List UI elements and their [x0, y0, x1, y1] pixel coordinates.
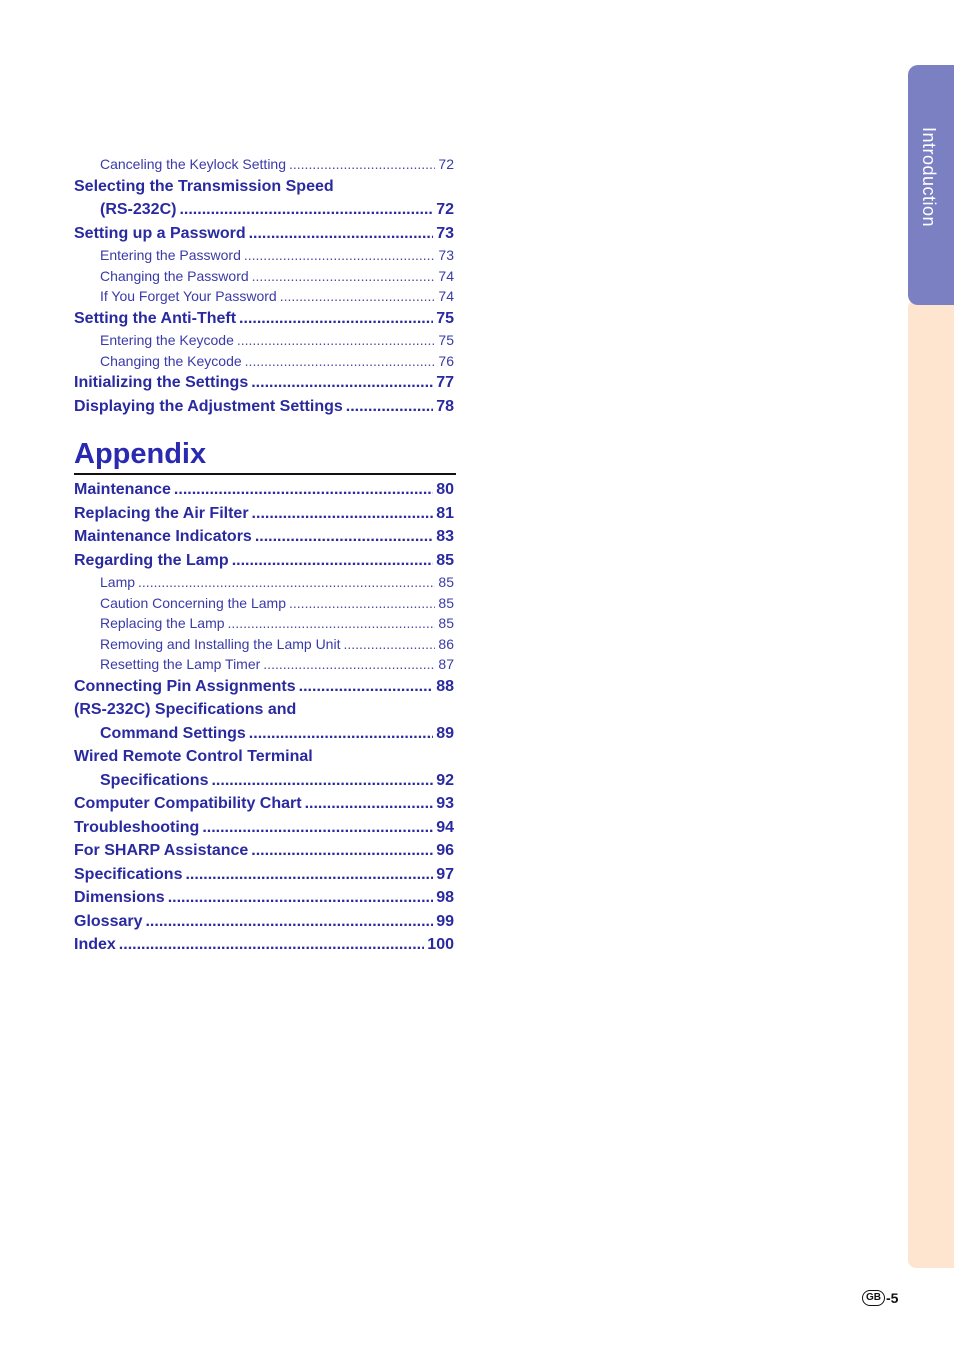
- toc-entry[interactable]: [74, 502, 454, 526]
- toc-entry[interactable]: [74, 933, 454, 957]
- toc-entry[interactable]: [74, 198, 454, 222]
- toc-page-number: 97: [436, 865, 454, 883]
- toc-page-number: 73: [438, 247, 454, 263]
- toc-entry[interactable]: [74, 549, 454, 573]
- toc-subentry[interactable]: [74, 654, 454, 675]
- toc-section-top: [74, 154, 454, 418]
- toc-entry-title: Entering the Keycode: [100, 332, 234, 348]
- toc-page-number: 72: [436, 201, 454, 218]
- toc-page-number: 78: [436, 397, 454, 415]
- toc-page-number: 88: [436, 677, 454, 695]
- toc-entry-title: Displaying the Adjustment Settings: [74, 397, 343, 415]
- toc-entry[interactable]: [74, 816, 454, 840]
- toc-entry[interactable]: [74, 478, 454, 502]
- toc-subentry[interactable]: [74, 613, 454, 634]
- toc-entry-title: For SHARP Assistance: [74, 842, 249, 859]
- toc-page-number: 99: [436, 912, 454, 930]
- toc-leader-dots: [119, 933, 425, 957]
- toc-page-number: 100: [427, 936, 454, 953]
- toc-subentry[interactable]: [74, 572, 454, 593]
- toc-entry[interactable]: [74, 910, 454, 934]
- toc-entry-title: Changing the Password: [100, 267, 249, 284]
- toc-leader-dots: [244, 245, 436, 266]
- toc-entry-heading[interactable]: [74, 745, 454, 769]
- toc-entry[interactable]: [74, 395, 454, 419]
- page-number-text: -5: [886, 1290, 899, 1306]
- toc-entry-title: Caution Concerning the Lamp: [100, 594, 287, 611]
- toc-page-number: 76: [438, 352, 454, 369]
- table-of-contents: [74, 154, 454, 957]
- toc-entry-title: Index: [74, 936, 116, 953]
- tab-introduction[interactable]: [908, 65, 954, 305]
- toc-entry-heading[interactable]: [74, 175, 454, 199]
- toc-leader-dots: [252, 502, 434, 526]
- toc-page-number: 93: [436, 795, 454, 812]
- toc-entry-title: (RS-232C) Specifications and: [74, 701, 297, 718]
- toc-entry-title: Troubleshooting: [74, 818, 200, 836]
- appendix-heading: Appendix: [74, 436, 456, 475]
- toc-entry-title: Removing and Installing the Lamp Unit: [100, 635, 341, 652]
- toc-leader-dots: [249, 222, 434, 246]
- toc-entry-title: Setting up a Password: [74, 224, 246, 242]
- page-number: [862, 1290, 898, 1306]
- toc-entry[interactable]: [74, 222, 454, 246]
- toc-entry-title: Replacing the Air Filter: [74, 504, 249, 522]
- toc-subentry[interactable]: [74, 351, 454, 372]
- toc-page-number: 73: [436, 224, 454, 242]
- toc-subentry[interactable]: [74, 634, 454, 655]
- toc-leader-dots: [237, 330, 436, 351]
- toc-entry-title: Dimensions: [74, 889, 165, 906]
- toc-leader-dots: [346, 395, 433, 419]
- toc-page-number: 81: [436, 504, 454, 522]
- toc-leader-dots: [263, 654, 435, 675]
- toc-page-number: 92: [436, 771, 454, 789]
- toc-leader-dots: [228, 613, 436, 634]
- toc-leader-dots: [168, 886, 434, 910]
- toc-entry-title: Specifications: [74, 865, 183, 883]
- toc-leader-dots: [251, 839, 433, 863]
- toc-page-number: 89: [436, 724, 454, 742]
- toc-entry-heading[interactable]: [74, 698, 454, 722]
- toc-entry-title: Maintenance: [74, 481, 171, 498]
- toc-entry-title: Setting the Anti-Theft: [74, 309, 237, 327]
- toc-page-number: 85: [438, 615, 454, 631]
- toc-subentry[interactable]: [74, 266, 454, 287]
- toc-leader-dots: [232, 549, 434, 573]
- toc-page-number: 72: [438, 156, 454, 172]
- toc-leader-dots: [138, 572, 435, 593]
- toc-entry-title: Maintenance Indicators: [74, 528, 252, 545]
- toc-subentry[interactable]: [74, 154, 454, 175]
- toc-entry-title: Wired Remote Control Terminal: [74, 748, 313, 765]
- toc-leader-dots: [249, 722, 433, 746]
- toc-entry[interactable]: [74, 769, 454, 793]
- toc-subentry[interactable]: [74, 245, 454, 266]
- toc-leader-dots: [179, 198, 433, 222]
- toc-entry[interactable]: [74, 839, 454, 863]
- toc-entry-title: Resetting the Lamp Timer: [100, 656, 261, 672]
- toc-entry-title: Connecting Pin Assignments: [74, 677, 296, 695]
- toc-entry[interactable]: [74, 722, 454, 746]
- toc-entry-title: Changing the Keycode: [100, 352, 242, 369]
- toc-entry-title: Specifications: [100, 771, 209, 789]
- toc-leader-dots: [299, 675, 434, 699]
- toc-leader-dots: [305, 792, 434, 816]
- toc-leader-dots: [289, 593, 435, 614]
- toc-page-number: 85: [438, 574, 454, 590]
- toc-entry-title: If You Forget Your Password: [100, 288, 277, 304]
- toc-entry-title: Regarding the Lamp: [74, 551, 229, 569]
- toc-entry[interactable]: [74, 675, 454, 699]
- toc-section-appendix: [74, 478, 454, 957]
- toc-entry-title: Lamp: [100, 574, 136, 590]
- toc-leader-dots: [245, 351, 436, 372]
- toc-subentry[interactable]: [74, 286, 454, 307]
- toc-page-number: 98: [436, 889, 454, 906]
- toc-leader-dots: [289, 154, 435, 175]
- toc-page-number: 87: [438, 656, 454, 672]
- toc-entry-title: Glossary: [74, 912, 143, 930]
- toc-leader-dots: [252, 266, 436, 287]
- toc-leader-dots: [251, 371, 433, 395]
- toc-entry[interactable]: [74, 371, 454, 395]
- toc-page-number: 86: [438, 635, 454, 652]
- toc-subentry[interactable]: [74, 593, 454, 614]
- toc-entry[interactable]: [74, 307, 454, 331]
- toc-leader-dots: [145, 910, 433, 934]
- toc-leader-dots: [239, 307, 433, 331]
- toc-page-number: 74: [438, 267, 454, 284]
- toc-page-number: 75: [436, 309, 454, 327]
- toc-entry-title: Canceling the Keylock Setting: [100, 156, 286, 172]
- toc-page-number: 80: [436, 481, 454, 498]
- toc-leader-dots: [280, 286, 436, 307]
- toc-leader-dots: [185, 863, 433, 887]
- side-color-band: [908, 300, 954, 1268]
- toc-page-number: 85: [438, 594, 454, 611]
- toc-subentry[interactable]: [74, 330, 454, 351]
- toc-leader-dots: [211, 769, 433, 793]
- toc-entry-title: (RS-232C): [100, 201, 177, 218]
- toc-page-number: 85: [436, 551, 454, 569]
- toc-page-number: 96: [436, 842, 454, 859]
- toc-leader-dots: [255, 525, 433, 549]
- toc-entry[interactable]: [74, 863, 454, 887]
- toc-entry[interactable]: [74, 886, 454, 910]
- toc-page-number: 77: [436, 374, 454, 391]
- toc-entry-title: Replacing the Lamp: [100, 615, 225, 631]
- toc-leader-dots: [343, 634, 435, 655]
- toc-entry-title: Command Settings: [100, 724, 246, 742]
- toc-page-number: 74: [438, 288, 454, 304]
- toc-entry[interactable]: [74, 792, 454, 816]
- toc-page-number: 83: [436, 528, 454, 545]
- toc-page-number: 94: [436, 818, 454, 836]
- toc-entry-title: Computer Compatibility Chart: [74, 795, 302, 812]
- tab-introduction-label: Introduction: [919, 127, 939, 228]
- toc-entry-title: Initializing the Settings: [74, 374, 249, 391]
- region-badge: GB: [862, 1290, 885, 1306]
- toc-page-number: 75: [438, 332, 454, 348]
- toc-entry[interactable]: [74, 525, 454, 549]
- toc-entry-title: Entering the Password: [100, 247, 241, 263]
- toc-leader-dots: [174, 478, 433, 502]
- toc-leader-dots: [202, 816, 433, 840]
- toc-entry-title: Selecting the Transmission Speed: [74, 177, 334, 195]
